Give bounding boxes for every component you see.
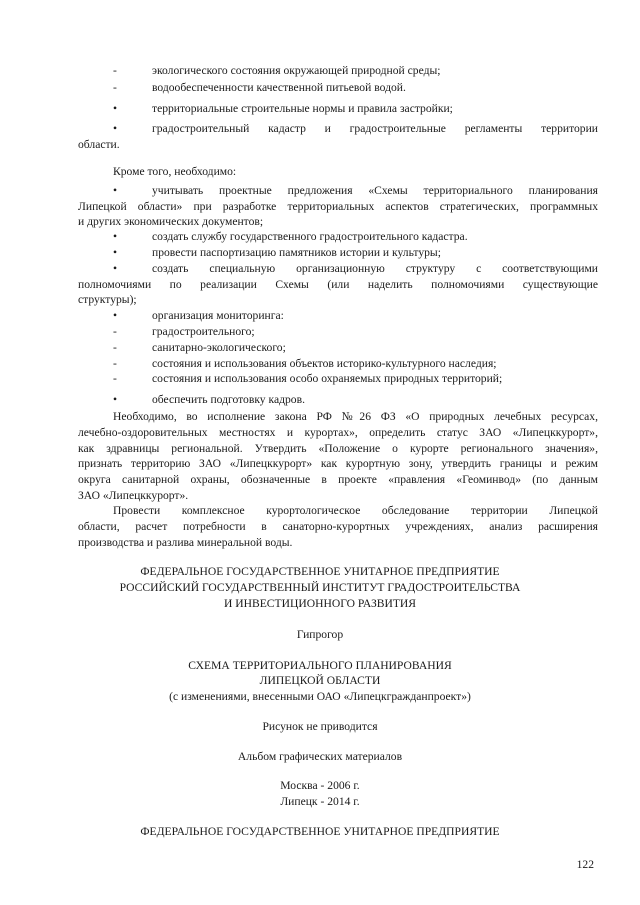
list-item: создать службу государственного градостроительного кадастра.	[152, 230, 468, 243]
sub-list-item: санитарно-экологического;	[152, 341, 286, 354]
paragraph-line: производства и разлива минеральной воды.	[78, 536, 293, 549]
list-item: провести паспортизацию памятников истории и культуры;	[152, 246, 441, 259]
bullet-marker: •	[113, 262, 118, 275]
bullet-marker: •	[113, 122, 118, 135]
organization-name: И ИНВЕСТИЦИОННОГО РАЗВИТИЯ	[223, 597, 417, 610]
list-item: создать специальную организационную структуру с соответствующими	[152, 262, 598, 275]
bullet-marker: •	[113, 184, 118, 197]
organization-name-repeat: ФЕДЕРАЛЬНОЕ ГОСУДАРСТВЕННОЕ УНИТАРНОЕ ПРЕДПРИЯТИЕ	[140, 825, 500, 838]
bullet-marker: •	[113, 309, 118, 322]
list-item: водообеспеченности качественной питьевой водой.	[152, 81, 406, 94]
list-item: учитывать проектные предложения «Схемы территориального планирования	[152, 184, 598, 197]
scheme-title: ЛИПЕЦКОЙ ОБЛАСТИ	[259, 674, 381, 687]
list-item: территориальные строительные нормы и правила застройки;	[152, 102, 453, 115]
list-item-continuation: полномочиями по реализации Схемы (или наделить полномочиями существующие	[78, 278, 598, 291]
paragraph-line: Провести комплексное курортологическое обследование территории Липецкой	[113, 504, 598, 517]
paragraph-line: признать территорию ЗАО «Липецккурорт» как курортную зону, утвердить границы и режим	[78, 457, 598, 470]
sub-list-item: градостроительного;	[152, 325, 255, 338]
organization-name: ФЕДЕРАЛЬНОЕ ГОСУДАРСТВЕННОЕ УНИТАРНОЕ ПРЕДПРИЯТИЕ	[140, 565, 500, 578]
paragraph-line: округа санитарной охраны, обозначенные в проекте «правления «Геоминвод» (по данным	[78, 473, 598, 486]
dash-marker: -	[113, 81, 117, 94]
figure-note: Рисунок не приводится	[262, 720, 378, 733]
organization-short-name: Гипрогор	[296, 628, 344, 641]
bullet-marker: •	[113, 393, 118, 406]
paragraph-line: как здравницы региональной. Утвердить «Положение о курорте регионального значения»,	[78, 442, 598, 455]
list-item-continuation: Липецкой области» при разработке территориальных аспектов стратегических, программных	[78, 200, 598, 213]
dash-marker: -	[113, 357, 117, 370]
scheme-subtitle: (с изменениями, внесенными ОАО «Липецкгражданпроект»)	[169, 690, 471, 703]
dash-marker: -	[113, 341, 117, 354]
intro-line: Кроме того, необходимо:	[113, 165, 237, 178]
place-year: Липецк - 2014 г.	[280, 795, 360, 808]
paragraph-line: ЗАО «Липецккурорт».	[78, 489, 189, 502]
list-item-continuation: области.	[78, 138, 120, 151]
list-item: градостроительный кадастр и градостроительные регламенты территории	[152, 122, 598, 135]
page-number: 122	[576, 858, 594, 871]
dash-marker: -	[113, 325, 117, 338]
dash-marker: -	[113, 64, 117, 77]
dash-marker: -	[113, 372, 117, 385]
list-item-continuation: структуры);	[78, 293, 137, 306]
sub-list-item: состояния и использования объектов историко-культурного наследия;	[152, 357, 497, 370]
album-title: Альбом графических материалов	[237, 750, 403, 763]
bullet-marker: •	[113, 230, 118, 243]
place-year: Москва - 2006 г.	[280, 779, 360, 792]
list-item: экологического состояния окружающей природной среды;	[152, 64, 441, 77]
organization-name: РОССИЙСКИЙ ГОСУДАРСТВЕННЫЙ ИНСТИТУТ ГРАДОСТРОИТЕЛЬСТВА	[119, 581, 521, 594]
bullet-marker: •	[113, 102, 118, 115]
sub-list-item: состояния и использования особо охраняемых природных территорий;	[152, 372, 503, 385]
paragraph-line: Необходимо, во исполнение закона РФ №26 ФЗ «О природных лечебных ресурсах,	[113, 410, 598, 423]
list-item-continuation: и других экономических документов;	[78, 215, 264, 228]
list-item: организация мониторинга:	[152, 309, 284, 322]
scheme-title: СХЕМА ТЕРРИТОРИАЛЬНОГО ПЛАНИРОВАНИЯ	[188, 659, 452, 672]
paragraph-line: области, расчет потребности в санаторно-курортных учреждениях, анализ расширения	[78, 520, 598, 533]
paragraph-line: лечебно-оздоровительных местностях и курортах», определить статус ЗАО «Липецккурорт»,	[78, 426, 598, 439]
list-item: обеспечить подготовку кадров.	[152, 393, 305, 406]
bullet-marker: •	[113, 246, 118, 259]
